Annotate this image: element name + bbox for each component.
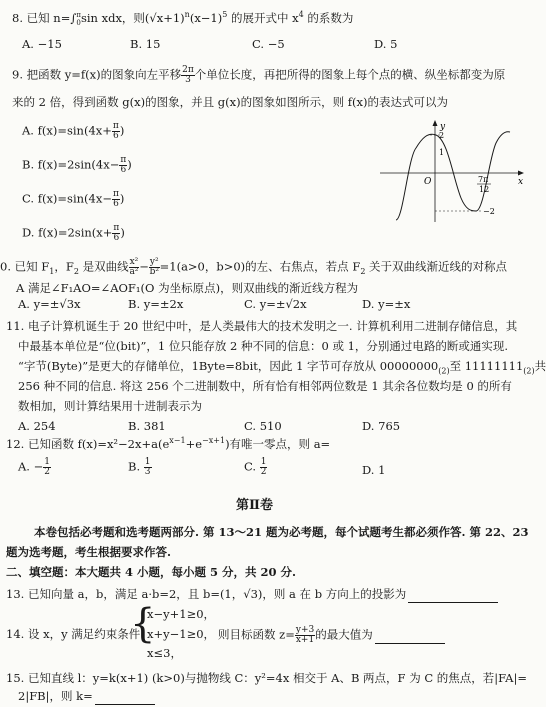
q12-option-b-num: 1 — [144, 457, 151, 467]
q9-option-c-post: ) — [119, 191, 125, 206]
q12-option-a-frac — [43, 458, 51, 477]
q12-stem-c: )有唯一零点，则 a= — [225, 437, 331, 451]
q12-option-c-pre: C. — [244, 459, 260, 474]
q8-option-d: D. 5 — [374, 37, 398, 51]
q12-stem-b: +e — [185, 437, 203, 451]
q9-line1-a: 9. 把函数 y=f(x)的图象向左平移 — [12, 67, 182, 82]
q9-option-a-num: π — [112, 121, 119, 131]
q12-option-a-den: 2 — [44, 467, 50, 477]
q9-option-b-den: 6 — [120, 165, 127, 175]
q9-option-c-pre: C. f(x)=sin(4x− — [22, 191, 112, 206]
q14-answer-blank[interactable] — [375, 627, 445, 644]
q9-x-label: x — [518, 177, 524, 187]
q12-option-c-frac — [260, 458, 268, 477]
q11-line3-c: 共 — [534, 359, 546, 373]
q12-option-a-pre: A. − — [18, 459, 44, 474]
q9-sine-graph — [378, 118, 528, 228]
q12-option-a-num: 1 — [44, 457, 50, 467]
q9-option-b-post: ) — [127, 157, 132, 172]
q9-option-d — [22, 224, 125, 243]
q9-shift-den: 3 — [185, 75, 191, 85]
q15-line2 — [18, 688, 155, 705]
q14-constraint-3: x≤3， — [147, 646, 182, 660]
q14-constraint-1: x−y+1≥0， — [147, 607, 216, 621]
q11-option-d: D. 765 — [362, 419, 401, 433]
q9-option-c-frac — [112, 190, 120, 209]
q11-line5: 数相加，则计算结果用十进制表示为 — [18, 399, 202, 413]
q11-line3-a: “字节(Byte)”是更大的存储单位，1Byte=8bit，因此 1 字节可存放从 00000000 — [18, 359, 439, 373]
q9-line1 — [12, 66, 505, 85]
q9-option-a — [22, 122, 124, 141]
q12-exp1: x−1 — [169, 436, 186, 446]
q8-option-b: B. 15 — [130, 37, 161, 51]
q11-option-b: B. 381 — [128, 419, 166, 433]
q15-answer-blank[interactable] — [95, 688, 155, 705]
q9-tick-minus2: −2 — [483, 207, 495, 216]
q10-frac-y-den: b² — [149, 267, 159, 277]
q12-option-c-den: 2 — [260, 467, 267, 477]
q10-line1-b: ，F — [54, 259, 74, 274]
q15-line1: 15. 已知直线 l：y=k(x+1) (k>0)与抛物线 C：y²=4x 相交于 A、B 两点，F 为 C 的焦点，若|FA|= — [6, 671, 527, 685]
q11-option-a: A. 254 — [18, 419, 56, 433]
q10-option-a: A. y=±√3x — [18, 297, 81, 311]
part2-intro-line2: 题为选考题，考生根据要求作答. — [6, 545, 172, 559]
q12-option-c — [244, 458, 267, 477]
q14-objective-num: y+3 — [295, 625, 315, 635]
q8-option-a: A. −15 — [22, 37, 62, 51]
q8-option-c: C. −5 — [252, 37, 285, 51]
q9-x-axis-arrow — [518, 171, 524, 176]
q10-minus: − — [139, 259, 149, 274]
q11-line3-sub2: (2) — [523, 366, 535, 376]
q8-stem-b: n=∫ — [53, 11, 77, 25]
q14-stem-b-text: 则目标函数 z= — [218, 627, 295, 642]
q10-line1-c: 是双曲线 — [78, 259, 129, 274]
q9-option-d-post: ) — [120, 225, 125, 240]
q9-tick-2: 2 — [439, 131, 445, 140]
q12-exp2: −x+1 — [202, 436, 226, 446]
q8-exp3: 4 — [298, 10, 304, 20]
q12-option-b-den: 3 — [144, 467, 151, 477]
q14-stem-a: 14. 设 x，y 满足约束条件 — [6, 627, 141, 641]
q13-answer-blank[interactable] — [408, 586, 498, 603]
q12-option-b-frac — [144, 458, 152, 477]
q8-exp1: n — [184, 10, 190, 20]
q9-option-c — [22, 190, 124, 209]
q9-option-a-den: 6 — [112, 131, 119, 141]
q11-line3 — [18, 358, 546, 374]
q9-option-b — [22, 156, 132, 175]
q8-int-hi: π — [76, 11, 81, 19]
q9-xtick-den: 12 — [479, 185, 490, 194]
q10-line1: 0. 已知 $F_1$，$F_2$ 是双曲线 $\frac{\text{x²}}{\text{a²}}$ − $\frac{\text{y²}}{\text{b²}}$ =1(a>0，b>0)的左、右焦点，若点 $F_2$ 关于双曲线渐近线的对称点 — [0, 257, 508, 277]
q10-frac-x-den: a² — [129, 267, 139, 277]
q12-option-d: D. 1 — [362, 463, 386, 477]
q9-y-axis-arrow — [433, 120, 438, 126]
q14-stem-b — [218, 626, 445, 645]
q10-frac-x-num: x² — [129, 257, 139, 267]
q10-line1-a: 0. 已知 F — [0, 259, 50, 274]
q8-stem-f: 的系数为 — [303, 11, 354, 25]
q9-option-b-num: π — [120, 155, 127, 165]
q10-frac-x — [129, 258, 140, 277]
q8-stem-c: sin xdx，则(√x+1) — [80, 11, 185, 25]
q12-stem-a: 12. 已知函数 f(x)=x²−2x+a(e — [6, 437, 170, 451]
q11-line2: 中最基本单位是“位(bit)”，1 位只能存放 2 种不同的信息：0 或 1，分别通过电路的断或通实现. — [18, 339, 509, 353]
q8-int-lo: 0 — [76, 19, 81, 27]
q8-stem — [12, 10, 353, 27]
q11-line1: 11. 电子计算机诞生于 20 世纪中叶，是人类最伟大的技术发明之一. 计算机利用二进制存储信息，其 — [6, 319, 518, 333]
q14-stem-c: 的最大值为 — [315, 627, 373, 642]
q12-option-a — [18, 458, 51, 477]
q10-line2: A 满足∠F₁AO=∠AOF₁(O 为坐标原点)，则双曲线的渐近线方程为 — [16, 281, 359, 295]
q9-option-a-post: ) — [119, 123, 125, 138]
q9-option-c-den: 6 — [113, 199, 119, 209]
q12-option-b — [128, 458, 152, 477]
q8-stem-d: (x−1) — [189, 11, 223, 25]
q14-constraint-2: x+y−1≥0， — [147, 627, 216, 641]
q13-text: 13. 已知向量 a，b，满足 a·b=2，且 b=(1，√3)，则 a 在 b 方向上的投影为 — [6, 587, 407, 601]
q9-shift-num: 2π — [182, 65, 194, 75]
q9-option-d-pre: D. f(x)=2sin(x+ — [22, 225, 113, 240]
q13-stem — [6, 586, 498, 603]
q10-frac-y-num: y² — [149, 257, 159, 267]
q10-option-c: C. y=±√2x — [244, 297, 307, 311]
q9-option-a-pre: A. f(x)=sin(4x+ — [22, 123, 112, 138]
q9-line2: 来的 2 倍，得到函数 g(x)的图象，并且 g(x)的图象如图所示，则 f(x)的表达式可以为 — [12, 95, 448, 109]
q10-line1-e: 关于双曲线渐近线的对称点 — [365, 259, 508, 274]
q14-objective-den: x+1 — [295, 635, 315, 645]
q14-constraint-brace: { — [130, 601, 156, 647]
q9-option-d-den: 6 — [113, 233, 120, 243]
part2-title: 第Ⅱ卷 — [236, 498, 273, 513]
q10-option-b: B. y=±2x — [128, 297, 184, 311]
q11-line3-b: 至 11111111 — [449, 359, 524, 373]
fill-in-section-title: 二、填空题：本大题共 4 小题，每小题 5 分，共 20 分. — [6, 565, 297, 579]
q10-option-d: D. y=±x — [362, 297, 411, 311]
q8-stem-a: 8. 已知 — [12, 11, 50, 25]
q9-tick-1: 1 — [439, 148, 445, 157]
q12-option-c-num: 1 — [260, 457, 267, 467]
q11-option-c: C. 510 — [244, 419, 282, 433]
q9-line1-b: 个单位长度，再把所得的图象上每个点的横、纵坐标都变为原 — [194, 67, 506, 82]
q12-option-b-pre: B. — [128, 459, 144, 474]
q9-option-c-num: π — [112, 189, 119, 199]
q10-frac-y — [149, 258, 160, 277]
q12-stem — [6, 436, 330, 452]
q9-xtick-num: 7π — [478, 175, 489, 184]
q8-exp2: 5 — [222, 10, 228, 20]
q8-stem-e: 的展开式中 x — [227, 11, 299, 25]
q15-line2-text: 2|FB|，则 k= — [18, 689, 93, 703]
q9-option-b-pre: B. f(x)=2sin(4x− — [22, 157, 120, 172]
q9-y-label: y — [440, 122, 446, 132]
q9-origin-label: O — [424, 177, 432, 187]
q11-line3-sub1: (2) — [438, 366, 450, 376]
q11-line4: 256 种不同的信息. 将这 256 个二进制数中，所有恰有相邻两位数是 1 其余各位数均是 0 的所有 — [18, 379, 512, 393]
q10-line1-d: =1(a>0，b>0)的左、右焦点，若点 F — [159, 259, 361, 274]
q14-objective-frac — [295, 626, 315, 645]
part2-intro-line1: 本卷包括必考题和选考题两部分. 第 13～21 题为必考题，每个试题考生都必须作答. 第 22、23 — [34, 525, 529, 539]
q9-option-a-frac — [112, 122, 120, 141]
q9-option-d-num: π — [113, 223, 120, 233]
q9-shift-frac — [181, 66, 195, 85]
